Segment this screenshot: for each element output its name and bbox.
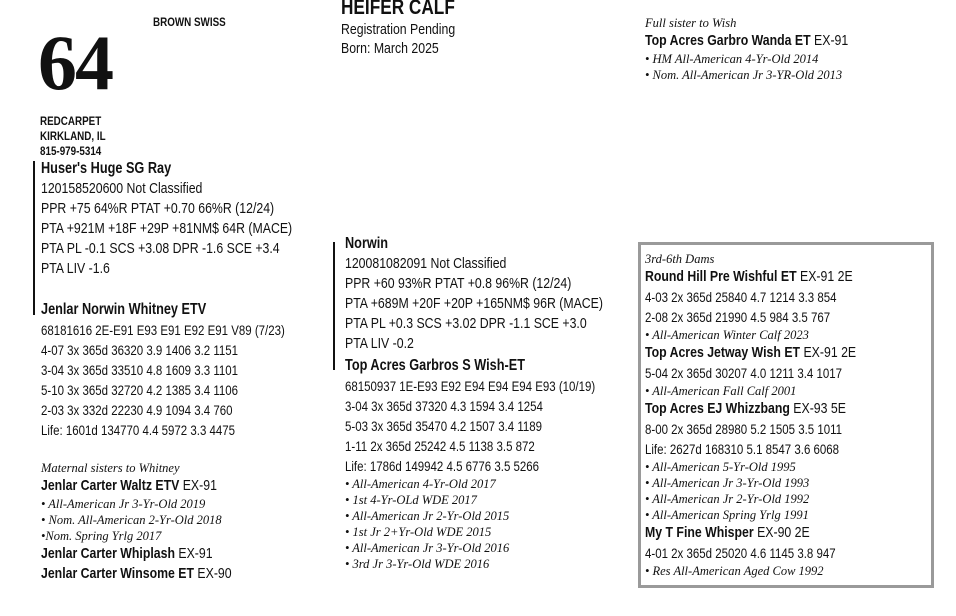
honor-line: • All-American Jr 3-Yr-Old 1993: [645, 476, 810, 490]
dam-4-name: Top Acres Jetway Wish ET: [645, 344, 801, 361]
dams-sire-line: PTA PL +0.3 SCS +3.02 DPR -1.1 SCE +3.0: [345, 315, 587, 332]
honor-line: •Nom. Spring Yrlg 2017: [41, 529, 162, 543]
dam-6-record: 4-01 2x 365d 25020 4.6 1145 3.8 947: [645, 545, 836, 561]
full-sister-block: [645, 15, 893, 83]
dam-3-class: EX-91 2E: [800, 268, 853, 285]
dam-3-name: Round Hill Pre Wishful ET: [645, 268, 797, 285]
full-sister-heading: Full sister to Wish: [645, 16, 737, 30]
dams-sire-name: Norwin: [345, 235, 389, 252]
dam-3-record: 4-03 2x 365d 25840 4.7 1214 3.3 854: [645, 289, 837, 305]
honor-line: • All-American Jr 3-Yr-Old 2019: [41, 497, 206, 511]
honor-line: • 1st 4-Yr-OLd WDE 2017: [345, 493, 477, 507]
sister-name: Jenlar Carter Whiplash: [41, 545, 175, 562]
honor-line: • Nom. All-American 2-Yr-Old 2018: [41, 513, 222, 527]
honor-line: • All-American Jr 2-Yr-Old 1992: [645, 492, 810, 506]
dam-4-entry: [645, 343, 902, 363]
dams-sire-line: PPR +60 93%R PTAT +0.8 96%R (12/24): [345, 275, 572, 292]
dam-3-entry: [645, 267, 902, 287]
dam-4-record: 5-04 2x 365d 30207 4.0 1211 3.4 1017: [645, 365, 843, 381]
honor-line: • 3rd Jr 3-Yr-Old WDE 2016: [345, 557, 490, 571]
full-sister-entry: [645, 31, 893, 51]
sire-line: PPR +75 64%R PTAT +0.70 66%R (12/24): [41, 200, 275, 217]
dam-3-record: 2-08 2x 365d 21990 4.5 984 3.5 767: [645, 309, 831, 325]
dams-sire-line: PTA LIV -0.2: [345, 335, 414, 352]
honor-line: • All-American Spring Yrlg 1991: [645, 508, 809, 522]
honor-line: • Res All-American Aged Cow 1992: [645, 564, 824, 578]
sister-entry: [41, 544, 273, 564]
honor-line: • All-American Fall Calf 2001: [645, 384, 797, 398]
dam-5-entry: [645, 399, 902, 419]
consignor-location: KIRKLAND, IL: [40, 129, 106, 143]
consignor-block: [40, 114, 120, 159]
honor-line: • Nom. All-American Jr 3-YR-Old 2013: [645, 68, 843, 82]
maternal-sisters-block: [41, 460, 273, 584]
dam-lifetime: Life: 1601d 134770 4.4 5972 3.3 4475: [41, 422, 236, 438]
full-sister-class: EX-91: [814, 32, 849, 49]
dam-5-lifetime: Life: 2627d 168310 5.1 8547 3.6 6068: [645, 441, 840, 457]
dams-sire-block: [345, 234, 660, 354]
sister-name: Jenlar Carter Waltz ETV: [41, 477, 180, 494]
sire-line: PTA LIV -1.6: [41, 260, 110, 277]
sire-name: Huser's Huge SG Ray: [41, 160, 172, 177]
dam-5-name: Top Acres EJ Whizzbang: [645, 400, 790, 417]
honor-line: • 1st Jr 2+Yr-Old WDE 2015: [345, 525, 492, 539]
dams-sire-bracket: [333, 242, 335, 370]
honor-line: • HM All-American 4-Yr-Old 2014: [645, 52, 819, 66]
sire-line: PTA PL -0.1 SCS +3.08 DPR -1.6 SCE +3.4: [41, 240, 280, 257]
dam-record: 3-04 3x 365d 33510 4.8 1609 3.3 1101: [41, 362, 239, 378]
dam-record: 2-03 3x 332d 22230 4.9 1094 3.4 760: [41, 402, 233, 418]
sister-entry: [41, 476, 273, 496]
dams-3-6-block: [645, 251, 902, 579]
breed-label: BROWN SWISS: [153, 15, 226, 29]
honor-line: • All-American Jr 2-Yr-Old 2015: [345, 509, 510, 523]
dam-5-record: 8-00 2x 365d 28980 5.2 1505 3.5 1011: [645, 421, 843, 437]
sister-class: EX-91: [178, 545, 213, 562]
sire-line: PTA +921M +18F +29P +81NM$ 64R (MACE): [41, 220, 293, 237]
sire-block: [41, 159, 347, 279]
dam-line: 68181616 2E-E91 E93 E91 E92 E91 V89 (7/23): [41, 322, 285, 338]
dams-3-6-heading: 3rd-6th Dams: [645, 252, 715, 266]
dam-6-entry: [645, 523, 902, 543]
honor-line: • All-American 4-Yr-Old 2017: [345, 477, 496, 491]
granddam-line: 68150937 1E-E93 E92 E94 E94 E94 E93 (10/19): [345, 378, 596, 394]
maternal-sisters-heading: Maternal sisters to Whitney: [41, 461, 180, 475]
honor-line: • All-American Winter Calf 2023: [645, 328, 809, 342]
dams-sire-line: 120081082091 Not Classified: [345, 255, 507, 272]
honor-line: • All-American 5-Yr-Old 1995: [645, 460, 796, 474]
sire-line: 120158520600 Not Classified: [41, 180, 203, 197]
sister-entry: [41, 564, 273, 584]
dam-name: Jenlar Norwin Whitney ETV: [41, 301, 207, 318]
dam-record: 4-07 3x 365d 36320 3.9 1406 3.2 1151: [41, 342, 239, 358]
dams-sire-line: PTA +689M +20F +20P +165NM$ 96R (MACE): [345, 295, 603, 312]
granddam-name: Top Acres Garbros S Wish-ET: [345, 357, 525, 374]
sister-name: Jenlar Carter Winsome ET: [41, 565, 195, 582]
registration-status: Registration Pending: [341, 21, 456, 38]
lot-number: 64: [38, 19, 112, 106]
dam-4-class: EX-91 2E: [803, 344, 857, 361]
granddam-block: [345, 356, 650, 572]
page-title: HEIFER CALF: [341, 0, 455, 19]
full-sister-name: Top Acres Garbro Wanda ET: [645, 32, 811, 49]
birth-date: Born: March 2025: [341, 40, 439, 57]
consignor-phone: 815-979-5314: [40, 144, 102, 158]
dam-record: 5-10 3x 365d 32720 4.2 1385 3.4 1106: [41, 382, 239, 398]
animal-title-block: [341, 0, 480, 58]
dam-6-name: My T Fine Whisper: [645, 524, 754, 541]
granddam-record: 1-11 2x 365d 25242 4.5 1138 3.5 872: [345, 438, 535, 454]
granddam-lifetime: Life: 1786d 149942 4.5 6776 3.5 5266: [345, 458, 540, 474]
dam-6-class: EX-90 2E: [757, 524, 810, 541]
consignor-name: REDCARPET: [40, 114, 102, 128]
honor-line: • All-American Jr 3-Yr-Old 2016: [345, 541, 510, 555]
dam-block: [41, 300, 338, 440]
granddam-record: 5-03 3x 365d 35470 4.2 1507 3.4 1189: [345, 418, 543, 434]
dam-5-class: EX-93 5E: [793, 400, 846, 417]
sire-bracket: [33, 161, 35, 315]
sister-class: EX-91: [182, 477, 217, 494]
granddam-record: 3-04 3x 365d 37320 4.3 1594 3.4 1254: [345, 398, 543, 414]
sister-class: EX-90: [197, 565, 232, 582]
